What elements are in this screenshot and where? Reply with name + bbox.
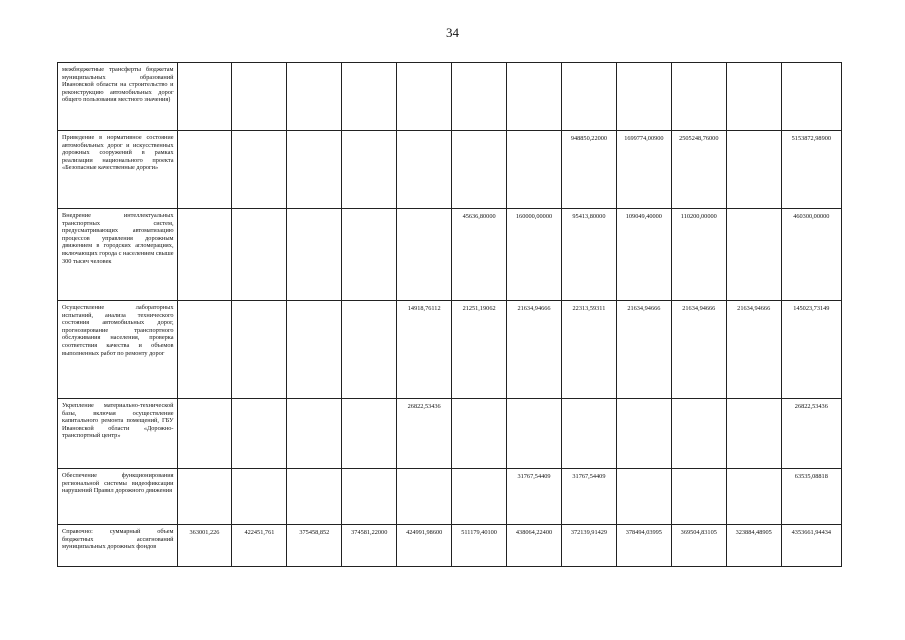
cell-value — [616, 63, 671, 131]
cell-value — [342, 399, 397, 469]
cell-total: 26822,53436 — [781, 399, 841, 469]
cell-value: 26822,53436 — [397, 399, 452, 469]
cell-value — [726, 63, 781, 131]
cell-value: 21634,94666 — [616, 301, 671, 399]
cell-value: 363001,226 — [177, 525, 232, 567]
cell-value — [177, 399, 232, 469]
page-number: 34 — [446, 25, 459, 40]
cell-total: 460300,00000 — [781, 209, 841, 301]
cell-value — [232, 399, 287, 469]
cell-value — [342, 63, 397, 131]
row-description: Внедрение интеллектуальных транспортных систем, предусматривающих автоматизацию процессов управления дорожным движением в городских агломерациях, включающих города с населением свыше 300 тысяч человек — [58, 209, 178, 301]
cell-value: 323884,48905 — [726, 525, 781, 567]
cell-value: 1699774,00900 — [616, 131, 671, 209]
cell-value — [287, 399, 342, 469]
cell-value — [232, 131, 287, 209]
cell-value — [287, 209, 342, 301]
cell-value — [616, 469, 671, 525]
cell-value: 438064,22400 — [507, 525, 562, 567]
cell-value — [397, 131, 452, 209]
cell-value: 110200,00000 — [671, 209, 726, 301]
cell-value: 109049,40000 — [616, 209, 671, 301]
cell-value — [671, 469, 726, 525]
cell-value — [507, 399, 562, 469]
cell-value: 22313,59311 — [561, 301, 616, 399]
cell-value: 374581,22000 — [342, 525, 397, 567]
cell-value: 369504,83105 — [671, 525, 726, 567]
table-row — [58, 469, 842, 525]
cell-total: 4353661,94434 — [781, 525, 841, 567]
cell-value: 45636,80000 — [452, 209, 507, 301]
cell-total: 63535,08818 — [781, 469, 841, 525]
cell-value: 21251,19062 — [452, 301, 507, 399]
cell-value — [561, 399, 616, 469]
cell-value — [726, 131, 781, 209]
cell-value: 375458,852 — [287, 525, 342, 567]
cell-value — [177, 209, 232, 301]
cell-value — [726, 469, 781, 525]
cell-value — [177, 469, 232, 525]
table-body — [58, 63, 842, 567]
table-row — [58, 301, 842, 399]
cell-total — [781, 63, 841, 131]
cell-value — [397, 63, 452, 131]
cell-value: 424991,98600 — [397, 525, 452, 567]
cell-value: 422451,761 — [232, 525, 287, 567]
cell-value — [177, 301, 232, 399]
cell-value — [342, 209, 397, 301]
cell-value — [177, 63, 232, 131]
table-row — [58, 525, 842, 567]
cell-value — [232, 209, 287, 301]
row-description: Приведение в нормативное состояние автомобильных дорог и искусственных дорожных сооружений в рамках реализации национального проекта «Безопасные качественные дороги» — [58, 131, 178, 209]
table-row — [58, 399, 842, 469]
budget-table — [57, 62, 842, 567]
cell-value: 378494,03995 — [616, 525, 671, 567]
cell-value — [232, 469, 287, 525]
cell-value — [726, 399, 781, 469]
cell-value — [507, 131, 562, 209]
cell-value — [452, 469, 507, 525]
cell-value — [287, 131, 342, 209]
cell-value — [342, 469, 397, 525]
cell-total: 145023,73149 — [781, 301, 841, 399]
cell-value — [507, 63, 562, 131]
cell-value: 31767,54409 — [561, 469, 616, 525]
cell-value: 95413,80000 — [561, 209, 616, 301]
row-description: Осуществление лабораторных испытаний, анализа технического состояния автомобильных дорог, прогнозирование транспортного обслуживания населения, проверка соответствия качества и объемов выполненных работ по ремонту дорог — [58, 301, 178, 399]
cell-value — [671, 399, 726, 469]
table-row — [58, 131, 842, 209]
cell-value — [287, 301, 342, 399]
cell-value — [726, 209, 781, 301]
cell-value — [671, 63, 726, 131]
cell-value — [397, 469, 452, 525]
table-row — [58, 209, 842, 301]
cell-value — [452, 131, 507, 209]
row-description: межбюджетные трансферты бюджетам муниципальных образований Ивановской области на строительство и реконструкцию автомобильных дорог общего пользования местного значения) — [58, 63, 178, 131]
cell-value — [342, 301, 397, 399]
cell-value — [452, 399, 507, 469]
cell-value: 14918,76112 — [397, 301, 452, 399]
cell-value: 31767,54409 — [507, 469, 562, 525]
table-row — [58, 63, 842, 131]
cell-value — [232, 301, 287, 399]
row-description: Укрепление материально-технической базы, включая осуществление капитального ремонта помещений, ГБУ Ивановской области «Дорожно-транспортный центр» — [58, 399, 178, 469]
cell-value: 2505248,76000 — [671, 131, 726, 209]
cell-value: 21634,94666 — [671, 301, 726, 399]
cell-value — [287, 469, 342, 525]
cell-value: 21634,94666 — [726, 301, 781, 399]
cell-value — [342, 131, 397, 209]
cell-value — [561, 63, 616, 131]
row-description: Обеспечение функционирования региональной системы видеофиксации нарушений Правил дорожного движения — [58, 469, 178, 525]
cell-value — [616, 399, 671, 469]
row-description: Справочно: суммарный объем бюджетных ассигнований муниципальных дорожных фондов — [58, 525, 178, 567]
cell-total: 5153872,98900 — [781, 131, 841, 209]
cell-value: 21634,94666 — [507, 301, 562, 399]
cell-value — [232, 63, 287, 131]
cell-value: 948850,22000 — [561, 131, 616, 209]
cell-value: 372139,91429 — [561, 525, 616, 567]
cell-value: 160000,00000 — [507, 209, 562, 301]
cell-value — [287, 63, 342, 131]
cell-value — [452, 63, 507, 131]
cell-value — [397, 209, 452, 301]
cell-value: 511179,40100 — [452, 525, 507, 567]
cell-value — [177, 131, 232, 209]
